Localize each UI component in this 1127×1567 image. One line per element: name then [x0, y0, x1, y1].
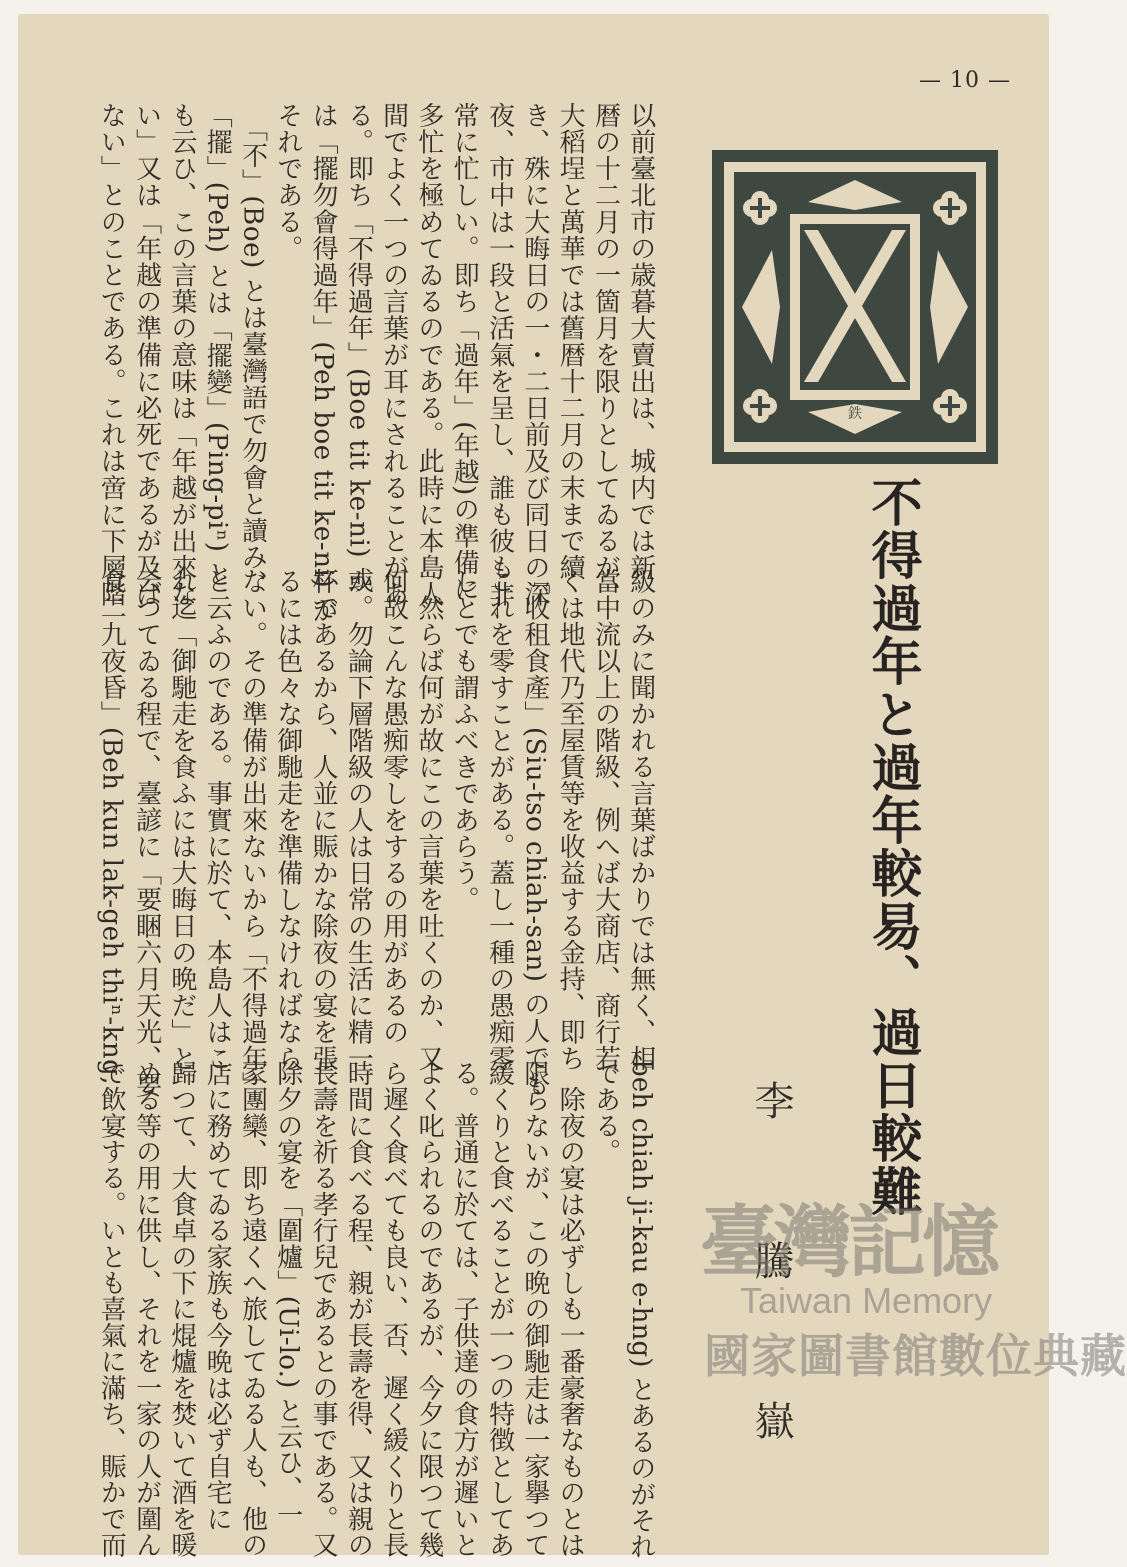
watermark-en: Taiwan Memory [740, 1280, 993, 1321]
article-body-bottom: beh chiah ji-kau e-hng) とあるのがそれ である。 除夜の宴は必ずしも一番豪奢なものとは 限らないが、この晩の御馳走は一家擧つて 緩くりと食べることが一つの特徴としてあ る。普通に於ては、子供達の食方が遲いと よく叱られるのであるが、今夕に限つて幾 ら遲く食べても良い、否、遲く緩くりと長 時間に食べる程、親が長壽を得、又は親の 長壽を祈る孝行兒であるとの事である。又 除夕の宴を「圍爐」(Ui-lo.) と云ひ、一 家團欒、即ち遠くへ旅してゐる人も、他の 店に務めてゐる家族も今晩は必ず自宅に 歸つて、大食卓の下に焜爐を焚いて酒を暖 める等の用に供し、それを一家の人が圍ん で飲宴する。いとも喜氣に滿ち、賑かで而 [96, 1060, 656, 1560]
article-body-middle: 級のみに聞かれる言葉ばかりでは無く、相 當中流以上の階級、例へば大商店、商行若 くは地代乃至屋賃等を收益する金持、即ち 「收租食產」(Siu-tso chiah-san) の人でも これを零すことがある。蓋し一種の愚痴零 しとでも謂ふべきであらう。 然らば何が故にこの言葉を吐くのか、又 何故こんな愚痴零しをするの用があるの か。勿論下層階級の人は日常の生活に精一 杯であるから、人並に賑かな除夜の宴を張 るには色々な御馳走を準備しなければなら ない。その準備が出來ないから「不得過年」 と云ふのである。事實に於て、本島人はこ れ迄「御馳走を食ふには大晦日の晩だ」と 云つてゐる程で、臺諺に「要睏六月天光、要 食二九夜昏」(Beh kun lak-geh thiⁿ-kng, [96, 568, 656, 1098]
ornament-woodcut-icon [712, 150, 998, 464]
watermark-library: 國家圖書館數位典藏 [704, 1329, 1127, 1383]
watermark-cjk: 臺灣記憶 [700, 1197, 997, 1288]
page-number: — 10 — [919, 68, 1011, 93]
watermark [700, 1180, 1127, 1430]
ornament-seal-text: 鉄 [848, 406, 862, 422]
article-body-top: 以前臺北市の歳暮大賣出は、城内では新 暦の十二月の一箇月を限りとしてゐるが、 大稻埕と萬華では舊暦十二月の末まで續 き、殊に大晦日の一・二日前及び同日の深 夜、市中は一段と活氣を呈し、誰も彼も非 常に忙しい。即ち「過年」(年越)の準備に 多忙を極めてゐるのである。此時に本島人 間でよく一つの言葉が耳にされることがあ る。即ち「不得過年」(Boe tit ke-ni) は「擺勿會得過年」(Peh boe tit ke-ni) それである。 「不」(Boe) とは臺灣語で勿會と讀み、 「擺」(Peh) とは「擺變」(Ping-piⁿ) も云ひ、この言葉の意味は「年越が出來な い」又は「年越の準備に必死であるが及ば ない」とのことである。これは啻に下層階 [96, 102, 656, 608]
article-title: 不得過年と過年較易、過日較難 [862, 476, 922, 1218]
article-author: 李騰嶽 [748, 1080, 794, 1560]
